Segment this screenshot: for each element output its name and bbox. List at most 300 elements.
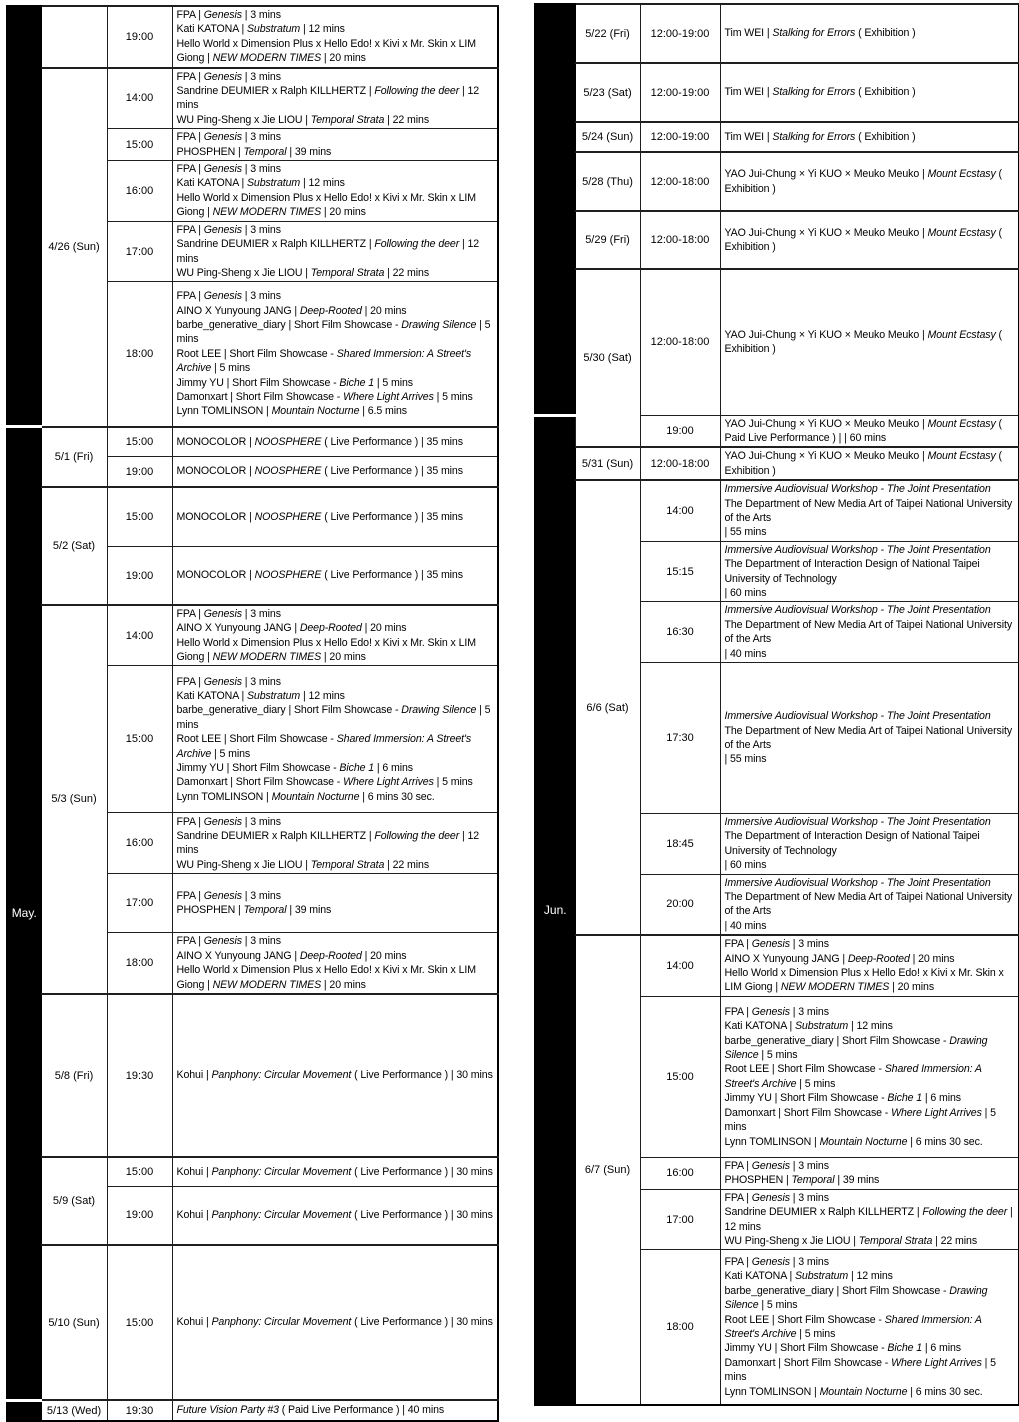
event-cell [720, 935, 1019, 996]
event-entry [177, 8, 494, 22]
work-title: Genesis [203, 290, 242, 303]
work-title: Deep-Rooted [847, 952, 910, 965]
work-title: Temporal [243, 904, 287, 917]
event-text: PHOSPHEN | [176, 145, 244, 158]
event-text: | 6.5 mins [359, 405, 407, 418]
event-text: Damonxart | Short Film Showcase - [724, 1106, 892, 1119]
time-cell: 14:00 [107, 68, 172, 129]
event-entry [177, 689, 494, 703]
event-entry [725, 937, 1015, 951]
event-text: barbe_generative_diary | Short Film Showcase - [176, 704, 402, 717]
event-text: FPA | [176, 890, 204, 903]
time-cell: 18:00 [107, 933, 172, 994]
event-entry [177, 237, 494, 266]
event-text: Kohui | [176, 1316, 212, 1329]
event-text: ( Live Performance ) | 30 mins [351, 1316, 493, 1329]
time-cell: 15:00 [107, 129, 172, 161]
event-cell [172, 161, 498, 222]
event-text: | 20 mins [321, 978, 366, 991]
event-text: | 20 mins [361, 949, 407, 962]
event-cell [172, 129, 498, 161]
event-text: | 12 mins [724, 1206, 1013, 1233]
event-cell [720, 122, 1019, 152]
event-text: barbe_generative_diary | Short Film Showcase - [176, 319, 402, 332]
work-title: NOOSPHERE [254, 465, 322, 478]
event-entry [177, 858, 494, 872]
work-title: NOOSPHERE [254, 569, 322, 582]
work-title: Following the deer [374, 85, 460, 98]
event-entry [177, 376, 494, 390]
work-title: Genesis [203, 815, 242, 828]
work-title: Substratum [246, 23, 301, 36]
event-text: The Department of New Media Art of Taipei National University of the Arts [724, 724, 1013, 751]
event-text: FPA | [176, 131, 204, 144]
event-entry [177, 22, 494, 36]
event-text: | 5 mins [796, 1077, 836, 1090]
work-title: Future Vision Party #3 [176, 1404, 279, 1417]
event-text: FPA | [176, 815, 204, 828]
work-title: Deep-Rooted [299, 304, 362, 317]
event-entry [177, 761, 494, 775]
event-entry [725, 543, 1015, 557]
schedule-table-june [534, 3, 1019, 1406]
event-text: | 5 mins [758, 1299, 798, 1312]
event-text: | 5 mins [176, 319, 491, 346]
event-text: | 5 mins [796, 1328, 836, 1341]
event-text: Damonxart | Short Film Showcase - [176, 776, 344, 789]
schedule-row [7, 994, 498, 1157]
time-cell: 14:00 [107, 605, 172, 666]
event-entry [725, 603, 1015, 617]
event-text: FPA | [176, 607, 204, 620]
event-entry [725, 328, 1015, 357]
work-title: Following the deer [374, 238, 460, 251]
event-text: | 5 mins [433, 776, 473, 789]
event-text: ( Exhibition ) [855, 86, 916, 99]
work-title: Panphony: Circular Movement [211, 1069, 352, 1082]
time-cell: 17:00 [107, 221, 172, 282]
event-text: | 12 mins [300, 23, 345, 36]
event-entry [177, 703, 494, 732]
event-entry [725, 1062, 1015, 1091]
event-text: AINO X Yunyoung JANG | [176, 622, 300, 635]
event-text: | 20 mins [321, 52, 366, 65]
event-cell [720, 447, 1019, 480]
schedule-row [535, 152, 1019, 211]
work-title: Temporal Strata [310, 858, 385, 871]
event-text: Kati KATONA | [176, 690, 247, 703]
event-text: | 3 mins [789, 1005, 829, 1018]
event-text: YAO Jui-Chung × Yi KUO × Meuko Meuko | [724, 417, 928, 430]
time-cell: 16:30 [640, 602, 720, 663]
event-text: | 5 mins [724, 1106, 996, 1134]
event-text: WU Ping-Sheng x Jie LIOU | [176, 113, 311, 126]
time-cell: 15:00 [640, 996, 720, 1157]
event-text: | 3 mins [241, 70, 281, 83]
event-cell [172, 1245, 498, 1400]
event-text: The Department of Interaction Design of National Taipei University of Technology [724, 830, 980, 857]
time-cell: 17:30 [640, 663, 720, 814]
event-entry [725, 709, 1015, 723]
work-title: Immersive Audiovisual Workshop - The Joint Presentation [724, 483, 991, 496]
work-title: Genesis [203, 223, 242, 236]
event-entry [725, 557, 1015, 586]
event-text: ( Exhibition ) [724, 328, 1002, 356]
event-text: | 22 mins [384, 266, 430, 279]
work-title: Mountain Nocturne [819, 1385, 908, 1398]
event-cell [720, 814, 1019, 875]
work-title: Genesis [203, 935, 242, 948]
event-entry [177, 903, 494, 917]
schedule-row [535, 269, 1019, 415]
event-text: | 12 mins [176, 830, 480, 857]
event-text: WU Ping-Sheng x Jie LIOU | [176, 858, 311, 871]
event-entry [725, 1269, 1015, 1283]
event-entry [177, 1315, 494, 1329]
time-cell: 19:00 [107, 1186, 172, 1245]
time-cell: 17:00 [640, 1189, 720, 1250]
event-entry [177, 568, 494, 582]
event-text: | 3 mins [241, 223, 281, 236]
time-cell: 19:00 [107, 457, 172, 487]
work-title: NEW MODERN TIMES [212, 206, 322, 219]
event-entry [725, 1255, 1015, 1269]
work-title: Genesis [751, 1005, 790, 1018]
event-entry [725, 482, 1015, 496]
work-title: Following the deer [374, 830, 460, 843]
event-cell [172, 221, 498, 282]
event-text: FPA | [176, 290, 204, 303]
time-cell: 14:00 [640, 935, 720, 996]
event-entry [177, 889, 494, 903]
event-entry [725, 525, 1015, 539]
time-cell: 19:00 [107, 6, 172, 68]
event-entry [177, 1208, 494, 1222]
event-text: | 39 mins [286, 145, 332, 158]
date-cell: 6/7 (Sun) [575, 935, 640, 1405]
work-title: Substratum [246, 177, 301, 190]
event-text: YAO Jui-Chung × Yi KUO × Meuko Meuko | [724, 226, 928, 239]
event-text: YAO Jui-Chung × Yi KUO × Meuko Meuko | [724, 328, 928, 341]
event-entry [177, 636, 494, 665]
event-entry [177, 1165, 494, 1179]
date-cell: 4/26 (Sun) [41, 68, 107, 427]
event-entry [177, 266, 494, 280]
event-text: | 20 mins [361, 304, 407, 317]
event-entry [177, 70, 494, 84]
work-title: Genesis [203, 607, 242, 620]
event-text: | 12 mins [176, 238, 480, 265]
event-entry [177, 829, 494, 858]
work-title: Immersive Audiovisual Workshop - The Joint Presentation [724, 604, 991, 617]
event-entry [177, 1403, 494, 1417]
event-cell [172, 1400, 498, 1421]
work-title: Temporal [791, 1174, 835, 1187]
event-entry [177, 963, 494, 992]
event-text: FPA | [176, 935, 204, 948]
event-entry [177, 191, 494, 220]
event-entry [177, 607, 494, 621]
schedule-row [7, 487, 498, 547]
event-entry [177, 113, 494, 127]
event-text: | 3 mins [241, 890, 281, 903]
event-entry [177, 621, 494, 635]
month-bar [7, 427, 41, 1400]
work-title: Following the deer [922, 1206, 1008, 1219]
event-text: | 3 mins [241, 607, 281, 620]
work-title: Temporal Strata [858, 1234, 933, 1247]
event-cell [172, 427, 498, 457]
work-title: Immersive Audiovisual Workshop - The Joint Presentation [724, 816, 991, 828]
event-text: Root LEE | Short Film Showcase - [176, 347, 337, 360]
work-title: Genesis [751, 1256, 790, 1269]
event-text: | 55 mins [724, 526, 767, 539]
event-entry [177, 145, 494, 159]
event-cell [172, 994, 498, 1157]
work-title: Shared Immersion: A Street's Archive [724, 1063, 982, 1090]
work-title: Where Light Arrives [891, 1106, 982, 1119]
event-cell [720, 874, 1019, 935]
event-text: | 5 mins [374, 376, 413, 389]
event-text: | 40 mins [724, 647, 767, 660]
event-entry [725, 618, 1015, 647]
work-title: Genesis [751, 1159, 790, 1172]
event-cell [720, 1250, 1019, 1405]
work-title: Temporal Strata [310, 113, 385, 126]
event-text: | 5 mins [211, 747, 251, 760]
event-cell [172, 68, 498, 129]
time-cell: 12:00-18:00 [640, 152, 720, 211]
event-text: Hello World x Dimension Plus x Hello Edo! x Kivi x Mr. Skin x LIM Giong | [176, 636, 476, 664]
date-cell: 5/9 (Sat) [41, 1157, 107, 1245]
work-title: Mountain Nocturne [271, 405, 360, 418]
event-text: | 3 mins [241, 131, 281, 144]
time-cell: 12:00-18:00 [640, 211, 720, 269]
event-entry [177, 934, 494, 948]
date-cell: 5/31 (Sun) [575, 447, 640, 480]
event-text: | 6 mins [374, 762, 413, 775]
schedule-row [7, 1245, 498, 1400]
event-entry [725, 1034, 1015, 1063]
event-text: | 20 mins [361, 622, 407, 635]
event-entry [725, 417, 1015, 446]
event-entry [725, 1173, 1015, 1187]
event-text: AINO X Yunyoung JANG | [176, 949, 300, 962]
work-title: Genesis [203, 163, 242, 176]
work-title: Stalking for Errors [772, 130, 856, 143]
event-text: Kati KATONA | [724, 1020, 795, 1033]
event-entry [725, 130, 1015, 144]
event-text: | 39 mins [834, 1174, 880, 1187]
work-title: Genesis [203, 675, 242, 688]
time-cell: 18:45 [640, 814, 720, 875]
schedule-table-june-body [535, 4, 1019, 1405]
work-title: Panphony: Circular Movement [211, 1209, 352, 1222]
event-entry [177, 37, 494, 66]
event-text: ( Exhibition ) [855, 27, 916, 40]
event-text: AINO X Yunyoung JANG | [724, 952, 848, 965]
schedule-row [7, 6, 498, 68]
event-cell [172, 487, 498, 547]
work-title: Stalking for Errors [772, 27, 856, 40]
event-text: | 22 mins [932, 1234, 978, 1247]
event-text: FPA | [724, 1256, 752, 1269]
time-cell: 14:00 [640, 480, 720, 541]
event-text: PHOSPHEN | [176, 904, 244, 917]
event-cell [172, 1157, 498, 1186]
event-text: | 60 mins [724, 859, 767, 872]
work-title: Drawing Silence [724, 1284, 988, 1312]
time-cell: 12:00-19:00 [640, 63, 720, 122]
work-title: Where Light Arrives [891, 1356, 982, 1369]
event-text: PHOSPHEN | [724, 1174, 792, 1187]
event-text: FPA | [176, 223, 204, 236]
event-text: Root LEE | Short Film Showcase - [724, 1063, 885, 1076]
event-text: Damonxart | Short Film Showcase - [176, 391, 344, 404]
event-text: ( Exhibition ) [724, 450, 1002, 477]
event-text: MONOCOLOR | [176, 465, 255, 478]
event-text: ( Live Performance ) | 35 mins [321, 435, 463, 448]
event-entry [725, 586, 1015, 600]
schedule-table-may-body [7, 6, 498, 1421]
event-entry [177, 289, 494, 303]
work-title: Drawing Silence [401, 319, 477, 332]
schedule-row [535, 4, 1019, 63]
event-text: FPA | [724, 1005, 752, 1018]
event-cell [172, 605, 498, 666]
event-entry [725, 26, 1015, 40]
event-entry [725, 1205, 1015, 1234]
event-text: Lynn TOMLINSON | [724, 1385, 820, 1398]
work-title: Panphony: Circular Movement [211, 1316, 352, 1329]
time-cell: 16:00 [640, 1157, 720, 1189]
event-text: | 12 mins [176, 85, 480, 112]
work-title: Drawing Silence [401, 704, 477, 717]
event-text: | 60 mins [724, 586, 767, 599]
event-cell [720, 996, 1019, 1157]
event-cell [720, 541, 1019, 602]
event-text: Lynn TOMLINSON | [724, 1135, 820, 1148]
event-text: | 22 mins [384, 113, 430, 126]
event-text: Kati KATONA | [176, 177, 247, 190]
event-text: Jimmy YU | Short Film Showcase - [724, 1092, 888, 1105]
month-label: Jun. [543, 903, 567, 918]
time-cell: 16:00 [107, 813, 172, 874]
month-bar [7, 1400, 41, 1421]
event-cell [172, 6, 498, 68]
event-entry [177, 510, 494, 524]
time-cell: 15:15 [640, 541, 720, 602]
event-text: | 5 mins [724, 1356, 996, 1384]
month-label: May. [11, 906, 37, 921]
event-entry [177, 1068, 494, 1082]
time-cell: 12:00-19:00 [640, 4, 720, 63]
work-title: Mount Ecstasy [927, 168, 996, 181]
event-text: Sandrine DEUMIER x Ralph KILLHERTZ | [176, 85, 375, 98]
event-cell [172, 282, 498, 427]
event-cell [720, 663, 1019, 814]
work-title: NOOSPHERE [254, 435, 322, 448]
date-cell [41, 6, 107, 68]
schedule-row [7, 427, 498, 457]
event-entry [177, 162, 494, 176]
work-title: Genesis [203, 890, 242, 903]
event-cell [720, 602, 1019, 663]
work-title: Mount Ecstasy [927, 328, 996, 341]
event-entry [725, 1019, 1015, 1033]
event-entry [725, 1234, 1015, 1248]
schedule-row [535, 211, 1019, 269]
event-cell [172, 666, 498, 813]
event-text: Sandrine DEUMIER x Ralph KILLHERTZ | [176, 830, 375, 843]
event-entry [725, 1385, 1015, 1399]
event-cell [720, 63, 1019, 122]
schedule-row [7, 68, 498, 129]
event-text: | 6 mins 30 sec. [907, 1385, 983, 1398]
time-cell: 15:00 [107, 487, 172, 547]
work-title: NEW MODERN TIMES [212, 978, 322, 991]
work-title: Shared Immersion: A Street's Archive [724, 1313, 982, 1341]
event-text: The Department of New Media Art of Taipei National University of the Arts [724, 618, 1013, 646]
time-cell: 12:00-18:00 [640, 269, 720, 415]
event-text: FPA | [724, 1191, 752, 1204]
date-cell: 5/29 (Fri) [575, 211, 640, 269]
work-title: Substratum [794, 1270, 849, 1283]
time-cell: 18:00 [640, 1250, 720, 1405]
schedule-table-may [6, 5, 499, 1422]
event-entry [725, 647, 1015, 661]
event-text: ( Live Performance ) | 30 mins [351, 1069, 493, 1082]
schedule-row [535, 63, 1019, 122]
event-entry [725, 85, 1015, 99]
event-text: ( Exhibition ) [855, 130, 916, 143]
schedule-row [535, 447, 1019, 480]
event-text: Kohui | [176, 1069, 212, 1082]
event-entry [725, 876, 1015, 890]
event-text: ( Paid Live Performance ) | 40 mins [278, 1404, 445, 1417]
work-title: Mount Ecstasy [927, 226, 996, 239]
event-text: FPA | [176, 9, 204, 21]
work-title: Genesis [203, 9, 242, 21]
event-entry [725, 858, 1015, 872]
work-title: Mount Ecstasy [927, 450, 996, 463]
date-cell: 5/30 (Sat) [575, 269, 640, 447]
date-cell: 5/1 (Fri) [41, 427, 107, 487]
event-entry [725, 890, 1015, 919]
event-text: | 55 mins [724, 753, 767, 766]
event-text: | 5 mins [758, 1049, 798, 1062]
event-text: barbe_generative_diary | Short Film Showcase - [724, 1284, 950, 1297]
event-entry [725, 752, 1015, 766]
event-entry [725, 1191, 1015, 1205]
work-title: Panphony: Circular Movement [211, 1165, 352, 1178]
work-title: NEW MODERN TIMES [212, 651, 322, 664]
event-entry [177, 304, 494, 318]
date-cell: 5/3 (Sun) [41, 605, 107, 994]
event-cell [720, 415, 1019, 447]
event-entry [177, 732, 494, 761]
event-entry [177, 84, 494, 113]
work-title: Biche 1 [339, 376, 375, 389]
work-title: Where Light Arrives [343, 776, 434, 789]
event-cell [720, 480, 1019, 541]
event-entry [725, 724, 1015, 753]
event-text: ( Exhibition ) [724, 168, 1002, 195]
schedule-row [7, 1157, 498, 1186]
event-entry [177, 223, 494, 237]
event-entry [725, 497, 1015, 526]
date-cell: 5/23 (Sat) [575, 63, 640, 122]
